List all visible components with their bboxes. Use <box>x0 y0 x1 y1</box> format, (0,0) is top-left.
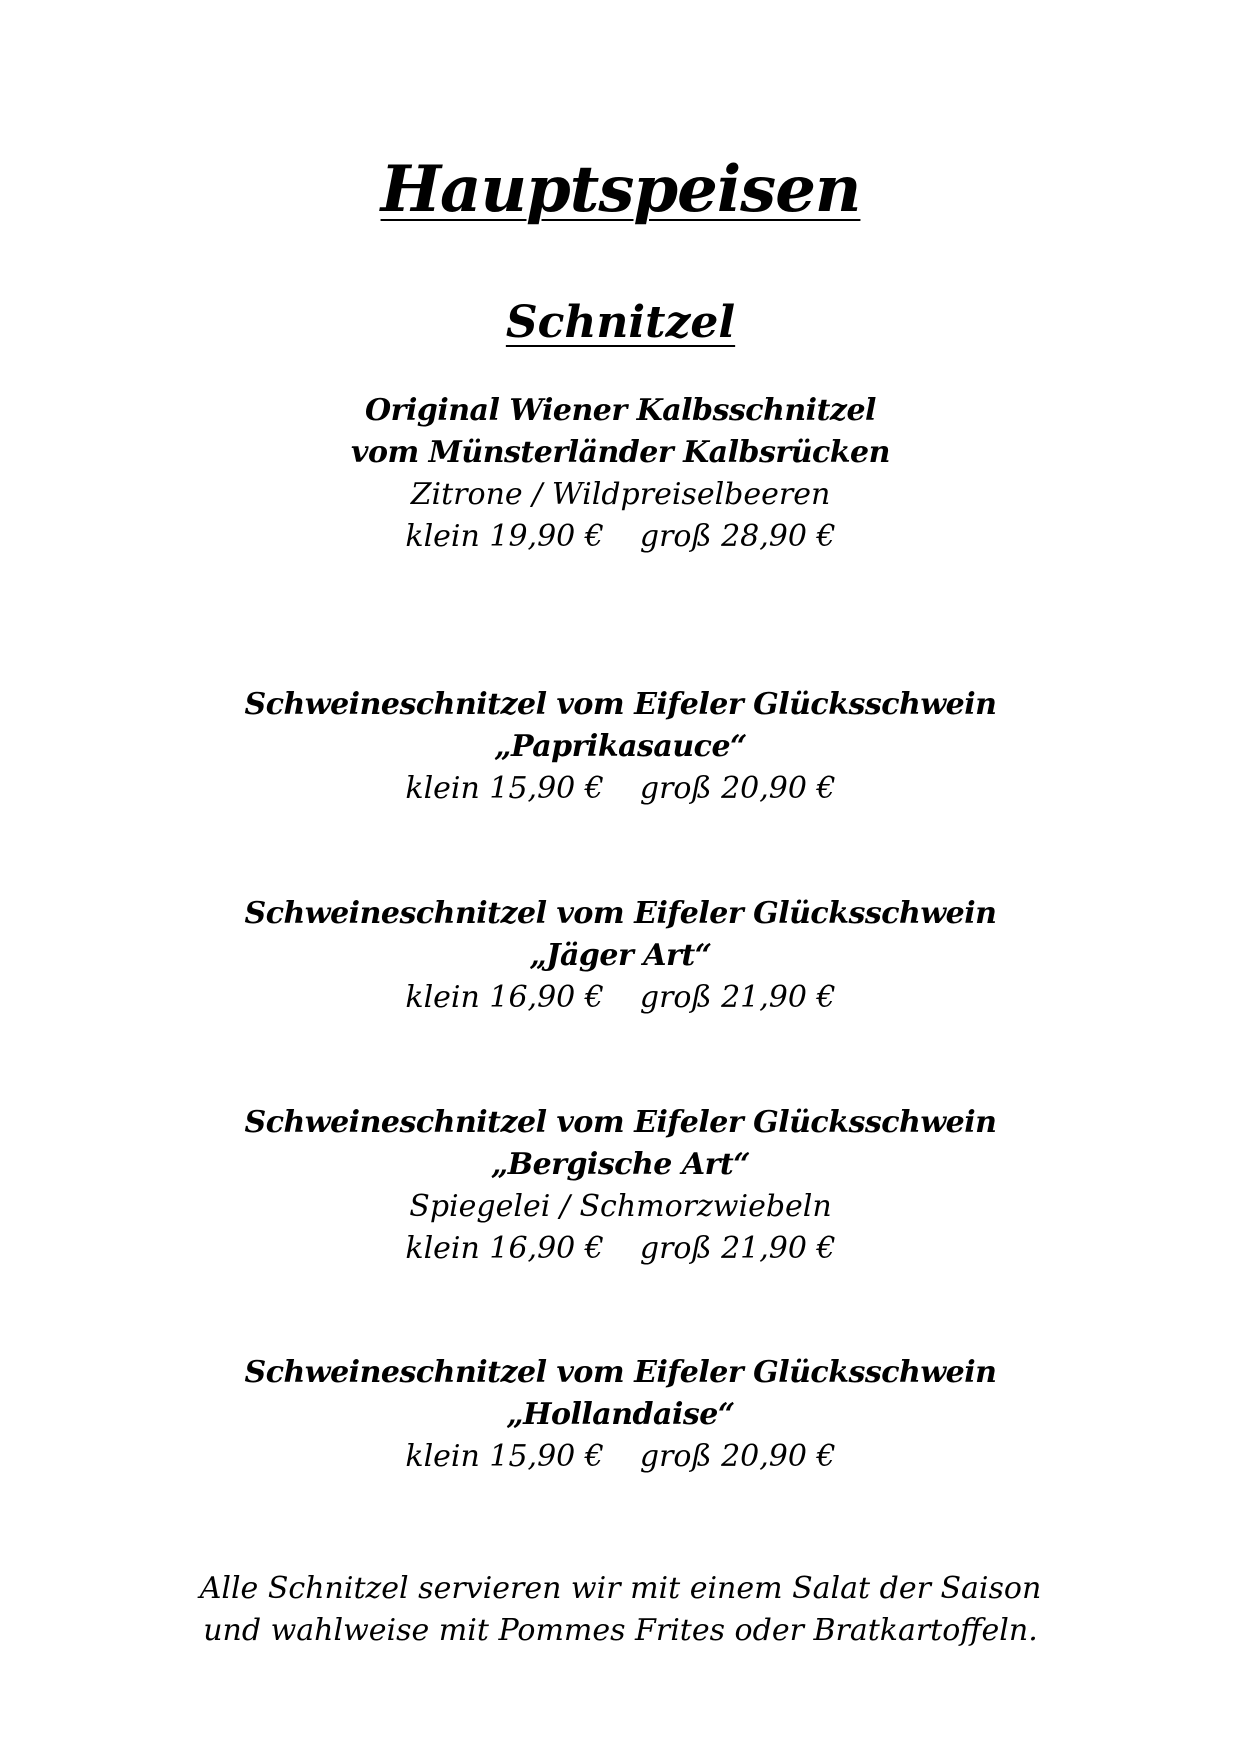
menu-item-prices <box>0 516 1241 558</box>
menu-item-name: „Hollandaise“ <box>506 1397 735 1432</box>
section-title <box>0 293 1241 353</box>
price-large: groß 21,90 € <box>639 980 836 1015</box>
price-large: groß 20,90 € <box>639 771 836 806</box>
menu-item-name: Schweineschnitzel vom Eifeler Glücksschwein <box>244 687 997 722</box>
menu-item-name: Schweineschnitzel vom Eifeler Glücksschwein <box>244 1355 997 1390</box>
menu-item-prices <box>0 1436 1241 1478</box>
menu-item-name: „Bergische Art“ <box>490 1147 751 1182</box>
price-large: groß 28,90 € <box>639 519 836 554</box>
menu-item-name: Schweineschnitzel vom Eifeler Glücksschwein <box>244 1105 997 1140</box>
price-small: klein 15,90 € <box>405 1439 604 1474</box>
price-large: groß 20,90 € <box>639 1439 836 1474</box>
menu-item <box>0 390 1241 558</box>
serving-note-line: Alle Schnitzel servieren wir mit einem Salat der Saison <box>199 1571 1042 1606</box>
menu-item-name: vom Münsterländer Kalbsrücken <box>351 435 890 470</box>
menu-item <box>0 1102 1241 1270</box>
menu-item-prices <box>0 977 1241 1019</box>
menu-item-description: Zitrone / Wildpreiselbeeren <box>410 477 831 512</box>
menu-item-name: „Paprikasauce“ <box>494 729 747 764</box>
menu-item-description: Spiegelei / Schmorzwiebeln <box>409 1189 832 1224</box>
price-large: groß 21,90 € <box>639 1231 836 1266</box>
page-title <box>0 150 1241 230</box>
price-small: klein 16,90 € <box>405 1231 604 1266</box>
menu-item-prices <box>0 768 1241 810</box>
menu-item <box>0 684 1241 810</box>
serving-note <box>0 1568 1241 1652</box>
price-small: klein 19,90 € <box>405 519 604 554</box>
menu-item-name: Original Wiener Kalbsschnitzel <box>365 393 876 428</box>
menu-item <box>0 893 1241 1019</box>
page-title-text: Hauptspeisen <box>380 152 861 227</box>
menu-item-name: Schweineschnitzel vom Eifeler Glücksschwein <box>244 896 997 931</box>
price-small: klein 16,90 € <box>405 980 604 1015</box>
menu-item <box>0 1352 1241 1478</box>
price-small: klein 15,90 € <box>405 771 604 806</box>
serving-note-line: und wahlweise mit Pommes Frites oder Bratkartoffeln. <box>203 1613 1038 1648</box>
menu-item-prices <box>0 1228 1241 1270</box>
section-title-text: Schnitzel <box>505 297 736 348</box>
menu-item-name: „Jäger Art“ <box>529 938 712 973</box>
